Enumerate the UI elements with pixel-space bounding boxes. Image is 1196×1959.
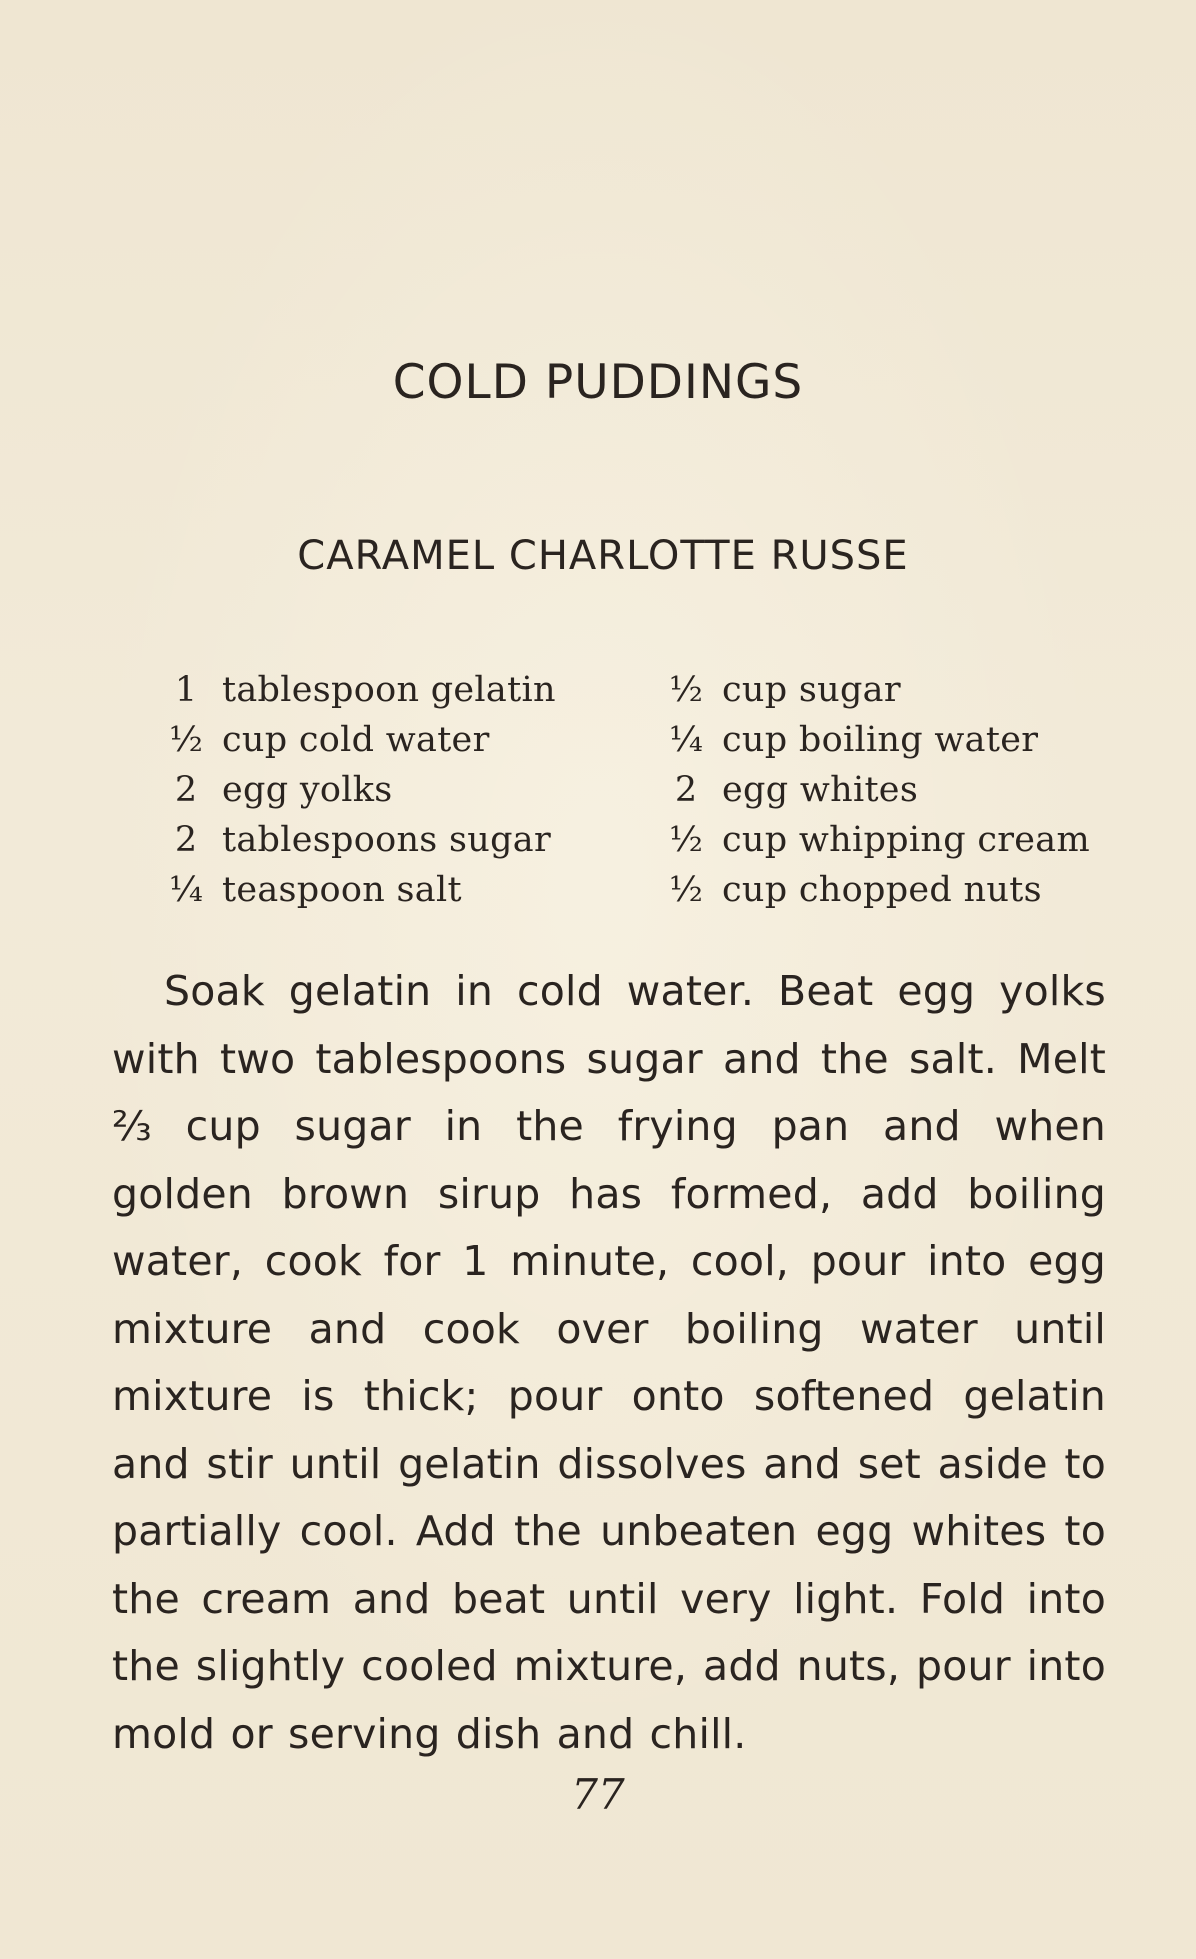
ingredient-row	[660, 865, 1130, 915]
ingredient-quantity: ½	[669, 870, 703, 910]
ingredient-row	[160, 865, 580, 915]
recipe-directions: Soak gelatin in cold water. Beat egg yolks with two tablespoons sugar and the salt. Melt ⅔ cup sugar in the frying pan and when golden brown sirup has formed, add boiling water, cook for 1 minute, cool, pour into egg mixture and cook over boiling water until mixture is thick; pour onto softened gelatin and stir until gelatin dissolves and set aside to partially cool. Add the unbeaten egg whites to the cream and beat until very light. Fold into the slightly cooled mixture, add nuts, pour into mold or serving dish and chill.	[112, 967, 1106, 1758]
ingredient-quantity: ½	[669, 820, 703, 860]
ingredient-quantity: ¼	[669, 720, 703, 760]
ingredient-quantity: 2	[174, 770, 198, 810]
ingredient-item: cup sugar	[722, 670, 901, 710]
ingredient-quantity: 2	[174, 820, 198, 860]
ingredient-row	[160, 665, 580, 715]
ingredient-quantity: ½	[169, 720, 203, 760]
ingredient-row	[660, 665, 1130, 715]
ingredient-row	[160, 715, 580, 765]
ingredient-item: egg whites	[722, 770, 919, 810]
ingredient-item: cup whipping cream	[722, 820, 1090, 860]
ingredient-quantity: 2	[674, 770, 698, 810]
ingredients-right-column	[660, 665, 1130, 915]
ingredient-quantity: ½	[669, 670, 703, 710]
ingredient-item: cup boiling water	[722, 720, 1039, 760]
ingredient-row	[160, 765, 580, 815]
ingredient-row	[160, 815, 580, 865]
recipe-title: CARAMEL CHARLOTTE RUSSE	[297, 533, 909, 579]
ingredient-item: cup cold water	[222, 720, 490, 760]
ingredient-item: tablespoon gelatin	[222, 670, 556, 710]
section-heading: COLD PUDDINGS	[392, 355, 804, 410]
ingredient-item: tablespoons sugar	[222, 820, 551, 860]
ingredient-row	[660, 815, 1130, 865]
ingredients-left-column	[160, 665, 580, 915]
ingredient-quantity: ¼	[169, 870, 203, 910]
ingredient-item: teaspoon salt	[222, 870, 462, 910]
ingredient-row	[660, 765, 1130, 815]
ingredient-quantity: 1	[174, 670, 198, 710]
page-number: 77	[571, 1770, 625, 1819]
ingredient-row	[660, 715, 1130, 765]
ingredient-item: egg yolks	[222, 770, 393, 810]
ingredient-item: cup chopped nuts	[722, 870, 1042, 910]
